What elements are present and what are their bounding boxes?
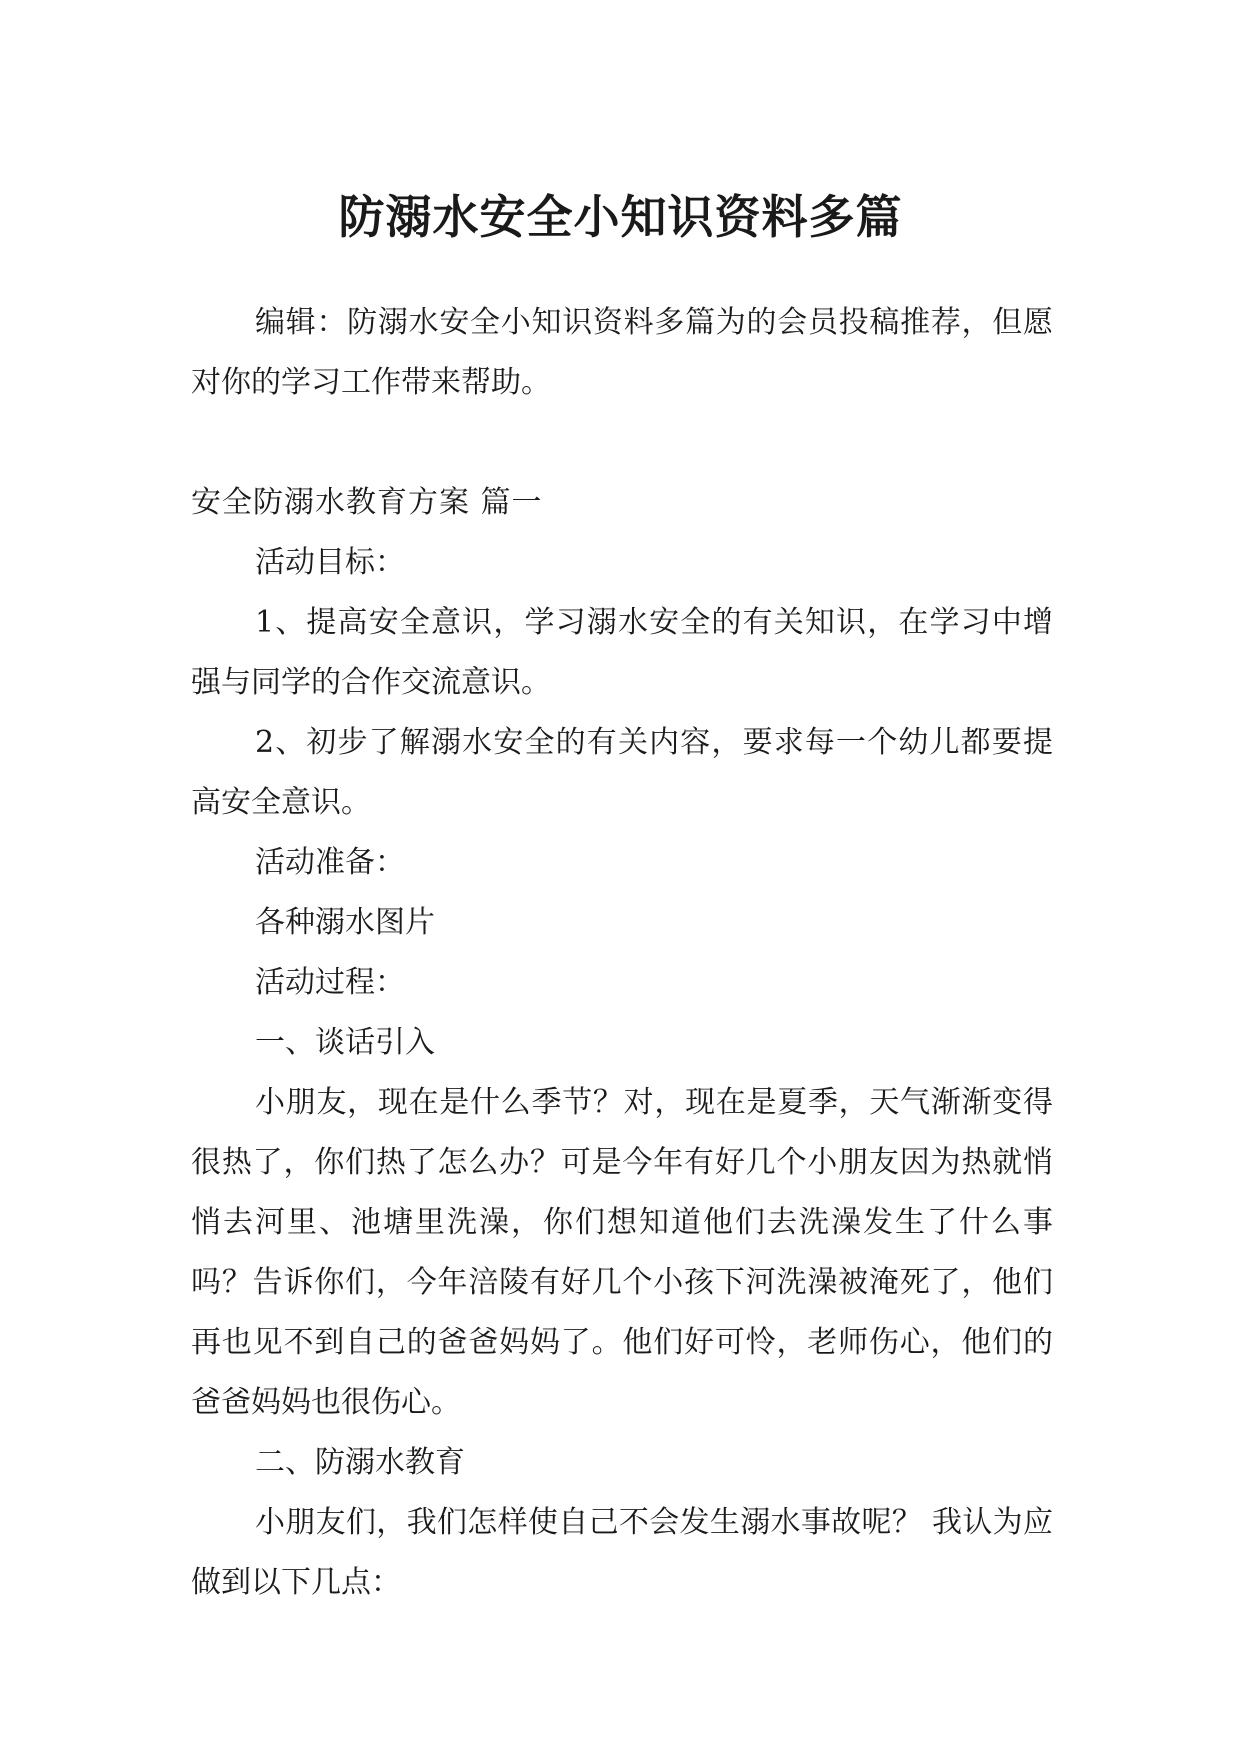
section-heading: 安全防溺水教育方案 篇一 [191, 485, 543, 520]
paragraph-step-1-body: 小朋友，现在是什么季节？对，现在是夏季，天气渐渐变得很热了，你们热了怎么办？可是今年有好几个小朋友因为热就悄悄去河里、池塘里洗澡，你们想知道他们去洗澡发生了什么事吗？告诉你们，今年涪陵有好几个小孩下河洗澡被淹死了，他们再也见不到自己的爸爸妈妈了。他们好可怜，老师伤心，他们的爸爸妈妈也很伤心。 [191, 1085, 1053, 1420]
paragraph-goals-heading: 活动目标： [255, 545, 405, 580]
paragraph-goal-2: 2、初步了解溺水安全的有关内容，要求每一个幼儿都要提高安全意识。 [191, 725, 1053, 820]
paragraph-step-1-heading: 一、谈话引入 [255, 1025, 435, 1060]
paragraph-step-2-heading: 二、防溺水教育 [255, 1445, 465, 1480]
paragraph-step-2-body: 小朋友们，我们怎样使自己不会发生溺水事故呢？ 我认为应做到以下几点： [191, 1505, 1053, 1600]
document-body [191, 293, 1053, 1613]
paragraph-process-heading: 活动过程： [255, 965, 405, 1000]
paragraph-goal-1: 1、提高安全意识，学习溺水安全的有关知识，在学习中增强与同学的合作交流意识。 [191, 605, 1053, 700]
paragraph-prep-heading: 活动准备： [255, 845, 405, 880]
document-title: 防溺水安全小知识资料多篇 [338, 189, 903, 244]
paragraph-prep-item: 各种溺水图片 [255, 905, 435, 940]
intro-paragraph: 编辑：防溺水安全小知识资料多篇为的会员投稿推荐，但愿对你的学习工作带来帮助。 [191, 305, 1053, 400]
